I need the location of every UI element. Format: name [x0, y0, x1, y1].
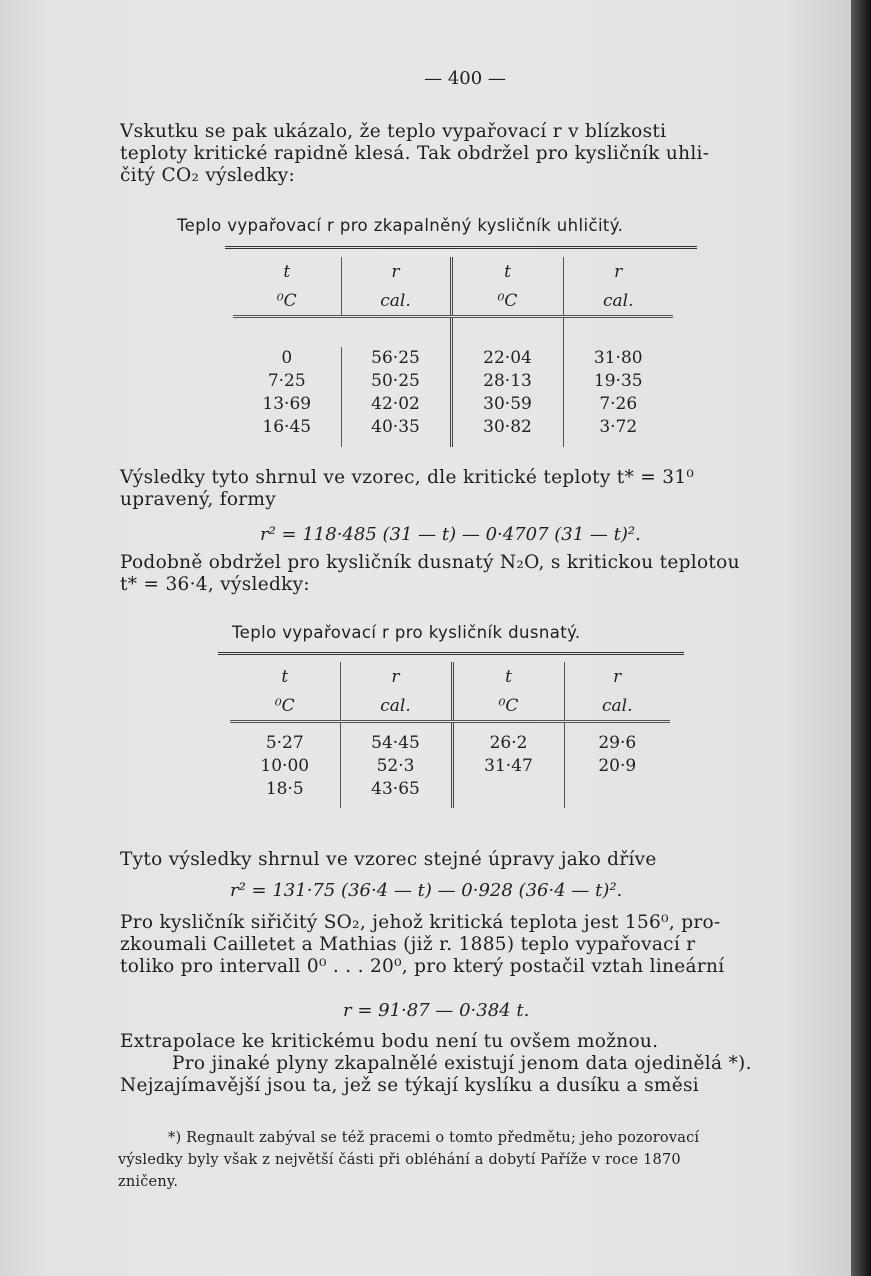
table1-cell: 0 [281, 348, 293, 368]
paragraph-n2o [120, 552, 790, 596]
paragraph-n2o-formula-intro [120, 849, 790, 871]
table2-unit: cal. [340, 691, 452, 722]
table1-cell: 19·35 [563, 370, 673, 393]
formula-so2: r = 91·87 — 0·384 t. [343, 1000, 530, 1021]
table2-caption: Teplo vypařovací r pro kysličník dusnatý. [232, 623, 581, 642]
table1-cell: 56·25 [341, 347, 451, 370]
table2-unit: cal. [564, 691, 670, 722]
table1-head: r [341, 257, 451, 286]
table1-cell: 28·13 [451, 370, 563, 393]
table1-co2 [233, 257, 673, 447]
page-number: — 400 — [424, 68, 506, 89]
text-line: upravený, formy [120, 489, 277, 510]
table1-cell: 31·80 [563, 347, 673, 370]
footnote-line: zničeny. [118, 1174, 179, 1190]
text-line: Výsledky tyto shrnul ve vzorec, dle kritické teploty t* = 31⁰ [120, 467, 695, 488]
table2-cell: 5·27 [265, 732, 304, 753]
paragraph-so2 [120, 912, 790, 978]
table1-head: t [451, 257, 563, 286]
text-line: Tyto výsledky shrnul ve vzorec stejné úpravy jako dříve [120, 849, 657, 870]
table1-cell: 30·59 [451, 393, 563, 416]
table1-cell: 40·35 [341, 416, 451, 439]
table2-cell: 26·2 [452, 731, 564, 754]
table2-cell: 29·6 [564, 731, 670, 754]
intro-line: teploty kritické rapidně klesá. Tak obdržel pro kysličník uhli- [120, 143, 710, 164]
text-line: Podobně obdržel pro kysličník dusnatý N₂O, s kritickou teplotou [120, 552, 740, 573]
footnote-line: *) Regnault zabýval se též pracemi o tomto předmětu; jeho pozorovací [168, 1130, 700, 1146]
intro-line: čitý CO₂ výsledky: [120, 165, 296, 186]
table1-cell: 50·25 [341, 370, 451, 393]
text-line: Extrapolace ke kritickému bodu není tu ovšem možnou. [120, 1031, 659, 1052]
text-line: zkoumali Cailletet a Mathias (již r. 1885) teplo vypařovací r [120, 934, 696, 955]
footnote [118, 1127, 778, 1193]
table1-cell: 7·26 [563, 393, 673, 416]
table2-cell [564, 777, 670, 800]
table2-head: t [281, 666, 289, 687]
table2-unit: ⁰C [230, 691, 340, 722]
table2-cell: 31·47 [452, 754, 564, 777]
formula-co2: r² = 118·485 (31 — t) — 0·4707 (31 — t)². [260, 524, 641, 545]
text-line: toliko pro intervall 0⁰ . . . 20⁰, pro který postačil vztah lineární [120, 956, 725, 977]
intro-line: Vskutku se pak ukázalo, že teplo vypařovací r v blízkosti [120, 121, 667, 142]
table1-caption: Teplo vypařovací r pro zkapalněný kysličník uhličitý. [177, 216, 624, 235]
table1-cell: 3·72 [563, 416, 673, 439]
paragraph-extrapolation [120, 1031, 790, 1097]
table1-cell: 7·25 [267, 371, 306, 391]
book-spine-shadow [851, 0, 871, 1276]
text-line: Nejzajímavější jsou ta, jež se týkají kyslíku a dusíku a směsi [120, 1075, 699, 1096]
table1-head: t [283, 261, 291, 282]
table1-unit: cal. [563, 286, 673, 317]
table2-cell [452, 777, 564, 800]
footnote-line: výsledky byly však z největší části při obléhání a dobytí Paříže v roce 1870 [118, 1152, 681, 1168]
table1-head: r [563, 257, 673, 286]
table2-top-rule [218, 652, 684, 655]
text-line: t* = 36·4, výsledky: [120, 574, 310, 595]
table2-unit: ⁰C [452, 691, 564, 722]
table1-cell: 42·02 [341, 393, 451, 416]
table2-cell: 18·5 [265, 778, 304, 799]
table2-cell: 43·65 [340, 777, 452, 800]
table2-cell: 20·9 [564, 754, 670, 777]
table2-cell: 54·45 [340, 731, 452, 754]
table2-n2o [230, 662, 670, 808]
text-line: Pro jinaké plyny zkapalnělé existují jenom data ojedinělá *). [172, 1053, 752, 1074]
intro-paragraph [120, 121, 790, 187]
table1-cell: 16·45 [262, 417, 312, 437]
paragraph-formula-intro [120, 467, 790, 511]
text-line: Pro kysličník siřičitý SO₂, jehož kritická teplota jest 156⁰, pro- [120, 912, 721, 933]
table2-head: r [564, 662, 670, 691]
table1-cell: 30·82 [451, 416, 563, 439]
table2-cell: 52·3 [340, 754, 452, 777]
table2-head: t [452, 662, 564, 691]
table2-cell: 10·00 [260, 755, 310, 776]
formula-n2o: r² = 131·75 (36·4 — t) — 0·928 (36·4 — t)². [230, 880, 623, 901]
table1-unit: ⁰C [451, 286, 563, 317]
table1-unit: cal. [341, 286, 451, 317]
table1-cell: 13·69 [262, 394, 312, 414]
table1-top-rule [225, 246, 697, 249]
table2-head: r [340, 662, 452, 691]
table1-cell: 22·04 [451, 347, 563, 370]
table1-unit: ⁰C [233, 286, 341, 317]
